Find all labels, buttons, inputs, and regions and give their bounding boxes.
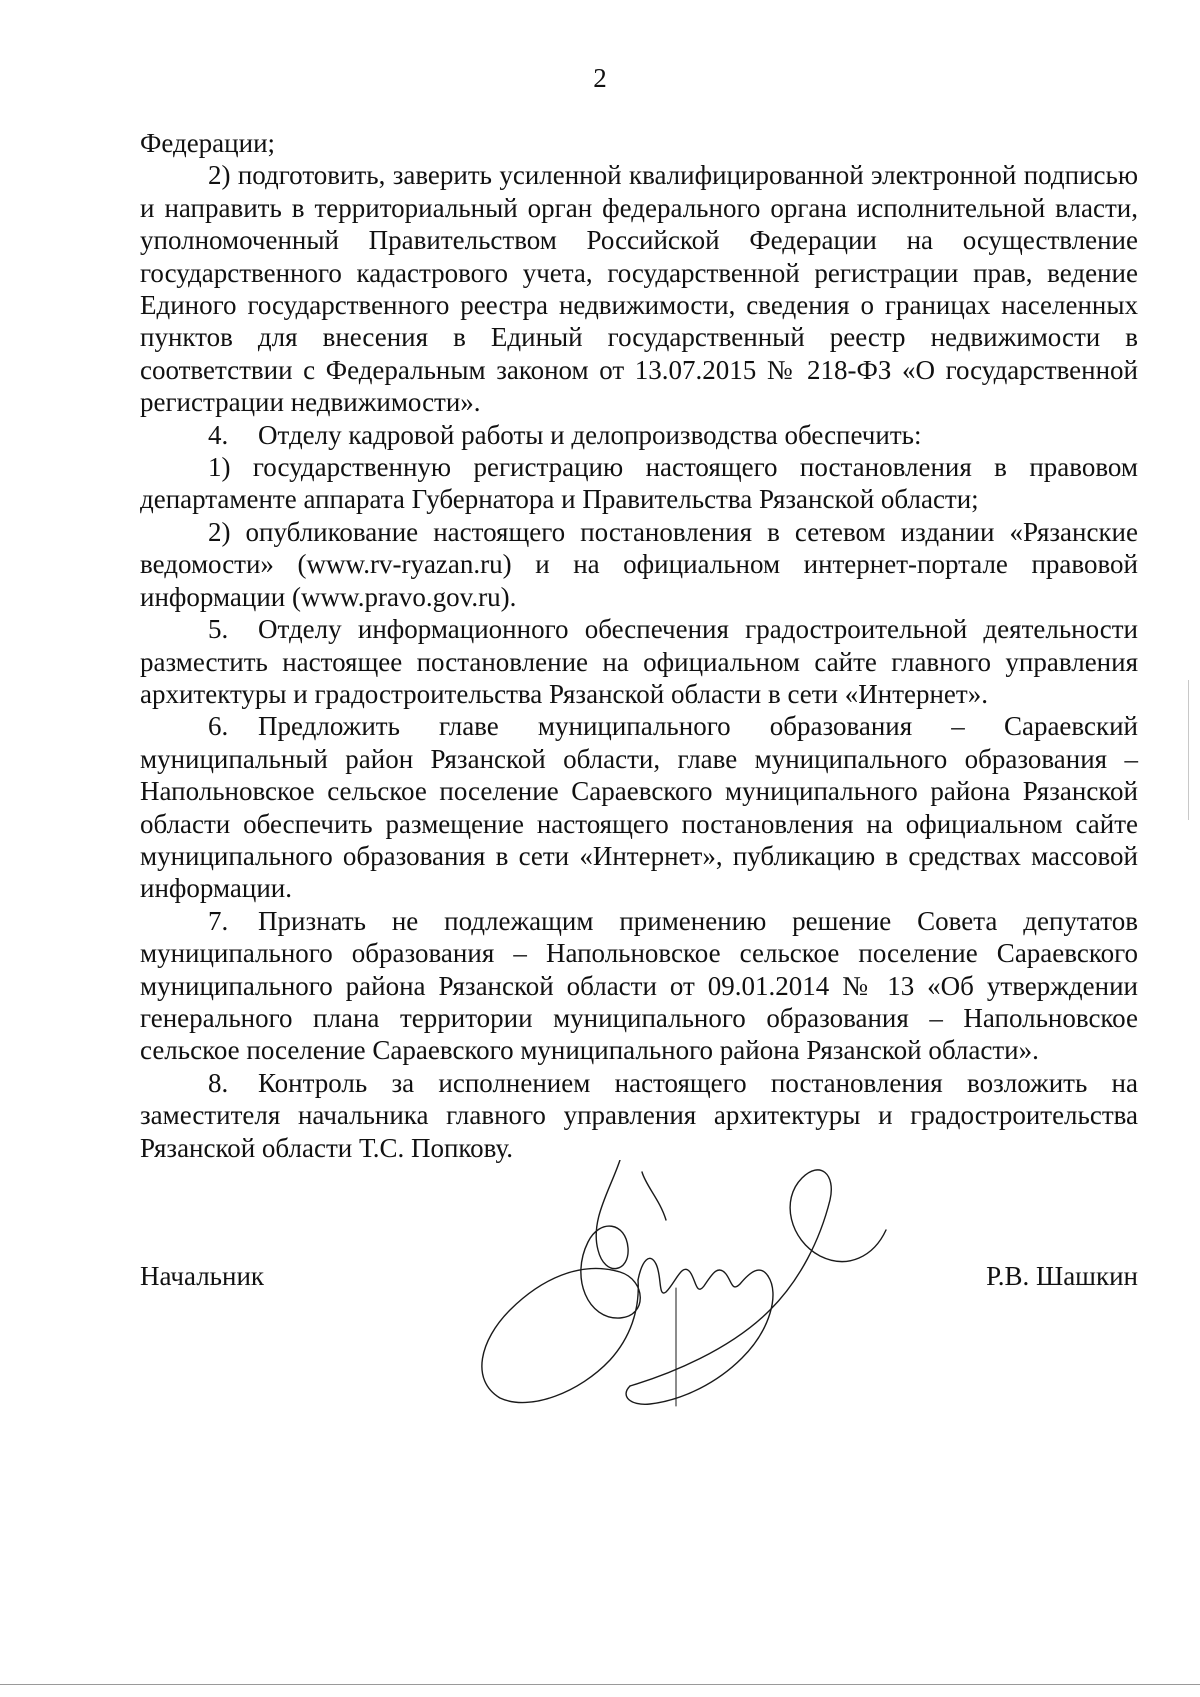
item-number: 4.	[208, 419, 229, 450]
paragraph-text: Федерации;	[140, 128, 276, 158]
paragraph-text: Предложить главе муниципального образования – Сараевский муниципальный район Рязанской области, главе муниципального образования – Напольновское сельское поселение Сараевского муниципального района Рязанской области обеспечить размещение настоящего постановления на официальном сайте муниципального образования в сети «Интернет», публикацию в средствах массовой информации.	[140, 711, 1138, 904]
paragraph-item-4	[140, 419, 1138, 451]
paragraph-continuation	[140, 127, 1138, 159]
paragraph-item-8	[140, 1067, 1138, 1164]
paragraph-text: Отделу информационного обеспечения градостроительной деятельности разместить настоящее постановление на официальном сайте главного управления архитектуры и градостроительства Рязанской области в сети «Интернет».	[140, 614, 1138, 709]
item-number: 6.	[208, 711, 229, 742]
item-number: 7.	[208, 905, 229, 936]
item-number: 8.	[208, 1067, 229, 1098]
signatory-name: Р.В. Шашкин	[986, 1261, 1138, 1291]
item-number: 5.	[208, 614, 229, 645]
paragraph-subitem-2-publication	[140, 516, 1138, 613]
signatory-position: Начальник	[140, 1261, 265, 1291]
scan-edge-bottom	[0, 1684, 1200, 1685]
paragraph-text: Признать не подлежащим применению решение Совета депутатов муниципального образования – Напольновское сельское поселение Сараевского муниципального района Рязанской области от 09.01.2014 № 13 «Об утверждении генерального плана территории муниципального образования – Напольновское сельское поселение Сараевского муниципального района Рязанской области».	[140, 905, 1138, 1066]
paragraph-text: 2) подготовить, заверить усиленной квалифицированной электронной подписью и направить в территориальный орган федерального органа исполнительной власти, уполномоченный Правительством Российской Федерации на осуществление государственного кадастрового учета, государственной регистрации прав, ведение Единого государственного реестра недвижимости, сведения о границах населенных пунктов для внесения в Единый государственный реестр недвижимости в соответствии с Федеральным законом от 13.07.2015 № 218-ФЗ «О государственной регистрации недвижимости».	[140, 160, 1138, 418]
paragraph-text: 2) опубликование настоящего постановления в сетевом издании «Рязанские ведомости» (www.rv-ryazan.ru) и на официальном интернет-портале правовой информации (www.pravo.gov.ru).	[140, 516, 1138, 612]
paragraph-text: Отделу кадровой работы и делопроизводства обеспечить:	[258, 419, 922, 450]
document-body	[140, 127, 1138, 1164]
paragraph-item-6	[140, 710, 1138, 904]
scan-edge-right	[1188, 680, 1189, 820]
paragraph-subitem-2-egrn	[140, 159, 1138, 418]
paragraph-subitem-1-registration	[140, 451, 1138, 516]
handwritten-signature	[470, 1160, 890, 1420]
paragraph-text: 1) государственную регистрацию настоящего постановления в правовом департаменте аппарата Губернатора и Правительства Рязанской области;	[140, 452, 1138, 515]
page-number: 2	[593, 63, 607, 93]
paragraph-text: Контроль за исполнением настоящего постановления возложить на заместителя начальника главного управления архитектуры и градостроительства Рязанской области Т.С. Попкову.	[140, 1067, 1138, 1163]
paragraph-item-5	[140, 613, 1138, 710]
paragraph-item-7	[140, 905, 1138, 1067]
